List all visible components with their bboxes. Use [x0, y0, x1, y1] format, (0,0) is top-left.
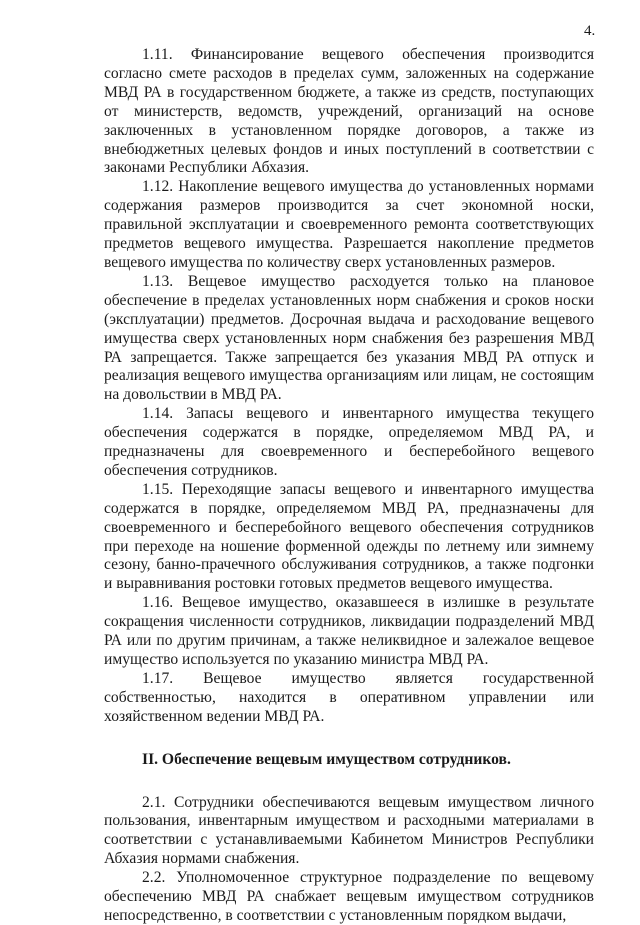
paragraph-2-2: 2.2. Уполномоченное структурное подразделение по вещевому обеспечению МВД РА снабжает вещевым имуществом сотрудников непосредственно, в соответствии с установленным порядком выдачи,	[104, 869, 594, 924]
paragraph-1-17: 1.17. Вещевое имущество является государственной собственностью, находится в оперативном управлении или хозяйственном ведении МВД РА.	[104, 669, 594, 725]
paragraph-1-13: 1.13. Вещевое имущество расходуется только на плановое обеспечение в пределах установленных норм снабжения и сроков носки (эксплуатации) предметов. Досрочная выдача и расходование вещевого имущества сверх установленных норм снабжения без разрешения МВД РА запрещается. Также запрещается без указания МВД РА отпуск и реализация вещевого имущества организациям или лицам, не состоящим на довольствии в МВД РА.	[104, 272, 594, 404]
page-number: 4.	[584, 23, 596, 39]
paragraph-1-14: 1.14. Запасы вещевого и инвентарного имущества текущего обеспечения содержатся в порядке, определяемом МВД РА, и предназначены для своевременного и бесперебойного вещевого обеспечения сотрудников.	[104, 405, 594, 479]
section-heading: II. Обеспечение вещевым имуществом сотрудников.	[142, 750, 511, 768]
paragraph-1-12: 1.12. Накопление вещевого имущества до установленных нормами содержания размеров производится за счет экономной носки, правильной эксплуатации и своевременного ремонта соответствующих предметов вещевого имущества. Разрешается накопление предметов вещевого имущества по количеству сверх установленных размеров.	[104, 178, 594, 271]
paragraph-1-15: 1.15. Переходящие запасы вещевого и инвентарного имущества содержатся в порядке, определяемом МВД РА, предназначены для своевременного и бесперебойного вещевого обеспечения сотрудников при переходе на ношение форменной одежды по летнему или зимнему сезону, банно-прачечного обслуживания сотрудников, а также подгонки и выравнивания ростовки готовых предметов вещевого имущества.	[104, 480, 594, 593]
paragraph-1-16: 1.16. Вещевое имущество, оказавшееся в излишке в результате сокращения численности сотрудников, ликвидации подразделений МВД РА или по другим причинам, а также неликвидное и залежалое вещевое имущество используется по указанию министра МВД РА.	[104, 594, 594, 668]
paragraph-2-1: 2.1. Сотрудники обеспечиваются вещевым имуществом личного пользования, инвентарным имуществом и расходными материалами в соответствии с устанавливаемыми Кабинетом Министров Республики Абхазия нормами снабжения.	[104, 793, 594, 868]
paragraph-1-11: 1.11. Финансирование вещевого обеспечения производится согласно смете расходов в пределах сумм, заложенных на содержание МВД РА в государственном бюджете, а также из средств, поступающих от министерств, ведомств, учреждений, организаций на основе заключенных в установленном порядке договоров, а также из внебюджетных целевых фондов и иных поступлений в соответствии с законами Республики Абхазия.	[104, 46, 594, 177]
document-body	[104, 46, 594, 925]
